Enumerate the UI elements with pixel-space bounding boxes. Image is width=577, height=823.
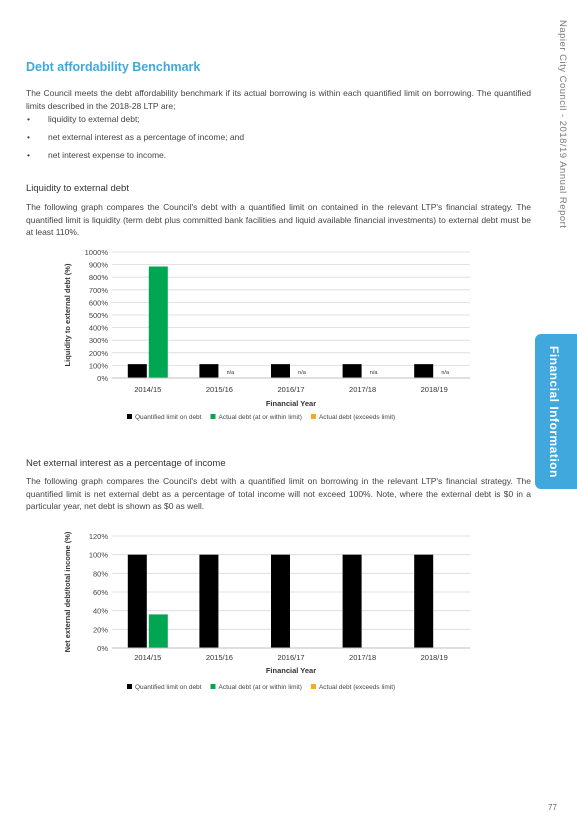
legend-label: Actual debt (at or within limit) bbox=[218, 684, 302, 691]
x-tick-label: 2015/16 bbox=[205, 385, 233, 394]
section-heading-liquidity: Liquidity to external debt bbox=[26, 183, 129, 194]
benchmark-list bbox=[26, 113, 244, 167]
bar-quantified-limit bbox=[128, 364, 147, 378]
section-paragraph-liquidity: The following graph compares the Council's debt with a quantified limit on contained in the relevant LTP's financial strategy. The quantified limit is liquidity (term debt plus committed bank facilities and liquid available financial investments) to external debt must be at least 110%. bbox=[26, 202, 531, 237]
legend-swatch bbox=[311, 414, 316, 419]
y-tick-label: 40% bbox=[92, 606, 108, 616]
bar-actual-debt bbox=[149, 266, 168, 378]
page-number: 77 bbox=[548, 803, 557, 812]
section-heading-net-external: Net external interest as a percentage of income bbox=[26, 458, 226, 469]
x-tick-label: 2014/15 bbox=[134, 385, 162, 394]
bar-quantified-limit bbox=[343, 364, 362, 378]
y-tick-label: 300% bbox=[88, 336, 108, 346]
y-tick-label: 500% bbox=[88, 311, 108, 320]
list-item: • net external interest as a percentage of income; and bbox=[26, 131, 244, 149]
legend-swatch bbox=[127, 684, 132, 689]
x-tick-label: 2018/19 bbox=[420, 653, 448, 662]
y-tick-label: 0% bbox=[97, 644, 108, 653]
bar-quantified-limit bbox=[199, 555, 218, 648]
bar-quantified-limit bbox=[199, 364, 218, 378]
bar-quantified-limit bbox=[271, 555, 290, 648]
y-tick-label: 100% bbox=[88, 361, 108, 371]
bar-actual-debt bbox=[149, 614, 168, 648]
y-tick-label: 120% bbox=[88, 532, 108, 541]
bar-quantified-limit bbox=[128, 555, 147, 648]
x-tick-label: 2015/16 bbox=[205, 653, 233, 662]
bar-annotation: n/a bbox=[369, 370, 378, 376]
running-header: Napier City Council - 2018/19 Annual Report bbox=[557, 20, 568, 229]
y-tick-label: 0% bbox=[97, 374, 108, 383]
y-tick-label: 200% bbox=[88, 348, 108, 358]
legend-swatch bbox=[210, 414, 215, 419]
y-tick-label: 900% bbox=[88, 260, 108, 270]
bar-annotation: n/a bbox=[226, 370, 235, 376]
bar-quantified-limit bbox=[271, 364, 290, 378]
legend-swatch bbox=[127, 414, 132, 419]
legend-swatch bbox=[311, 684, 316, 689]
x-tick-label: 2016/17 bbox=[277, 653, 305, 662]
list-item: • liquidity to external debt; bbox=[26, 113, 244, 131]
x-tick-label: 2018/19 bbox=[420, 385, 448, 394]
legend-label: Quantified limit on debt bbox=[135, 684, 202, 691]
y-tick-label: 100% bbox=[88, 550, 108, 560]
bar-quantified-limit bbox=[414, 555, 433, 648]
y-tick-label: 1000% bbox=[84, 248, 108, 257]
legend-label: Actual debt (exceeds limit) bbox=[318, 414, 396, 421]
bar-quantified-limit bbox=[414, 364, 433, 378]
legend-label: Quantified limit on debt bbox=[135, 414, 202, 421]
y-tick-label: 800% bbox=[88, 273, 108, 283]
section-tab-financial-information[interactable] bbox=[535, 334, 577, 489]
y-axis-label: Net external debt/total income (%) bbox=[63, 531, 72, 653]
y-tick-label: 60% bbox=[92, 588, 108, 597]
bar-annotation: n/a bbox=[441, 370, 450, 376]
x-tick-label: 2017/18 bbox=[349, 653, 377, 662]
page-title: Debt affordability Benchmark bbox=[26, 60, 201, 74]
bar-quantified-limit bbox=[343, 555, 362, 648]
x-axis-label: Financial Year bbox=[265, 399, 317, 408]
legend-label: Actual debt (exceeds limit) bbox=[318, 684, 396, 691]
section-paragraph-net-external: The following graph compares the Council's debt with a quantified limit on borrowing in the relevant LTP's financial strategy. The quantified limit is net external debt as a percentage of total income will not exceed 100%. Note, where the external debt is $0 in a particular year, net debt is shown as $0 as well. bbox=[26, 476, 531, 511]
bar-annotation: n/a bbox=[298, 370, 306, 376]
list-item: • net interest expense to income. bbox=[26, 149, 244, 167]
y-tick-label: 600% bbox=[88, 298, 108, 308]
y-tick-label: 20% bbox=[92, 625, 108, 635]
y-tick-label: 80% bbox=[92, 569, 108, 579]
y-tick-label: 400% bbox=[88, 323, 108, 333]
y-tick-label: 700% bbox=[88, 285, 108, 295]
x-axis-label: Financial Year bbox=[265, 666, 317, 675]
liquidity-chart bbox=[60, 242, 480, 430]
x-tick-label: 2017/18 bbox=[349, 385, 377, 394]
intro-paragraph: The Council meets the debt affordability benchmark if its actual borrowing is within each quantified limit on borrowing. The quantified limits described in the 2018-28 LTP are; bbox=[26, 88, 531, 111]
net-external-debt-chart bbox=[60, 526, 480, 698]
y-axis-label: Liquidity to external debt (%) bbox=[63, 263, 72, 367]
legend-label: Actual debt (at or within limit) bbox=[218, 414, 302, 421]
x-tick-label: 2014/15 bbox=[134, 653, 162, 662]
section-tab-label: Financial Information bbox=[547, 346, 561, 478]
legend-swatch bbox=[210, 684, 215, 689]
x-tick-label: 2016/17 bbox=[277, 385, 305, 394]
